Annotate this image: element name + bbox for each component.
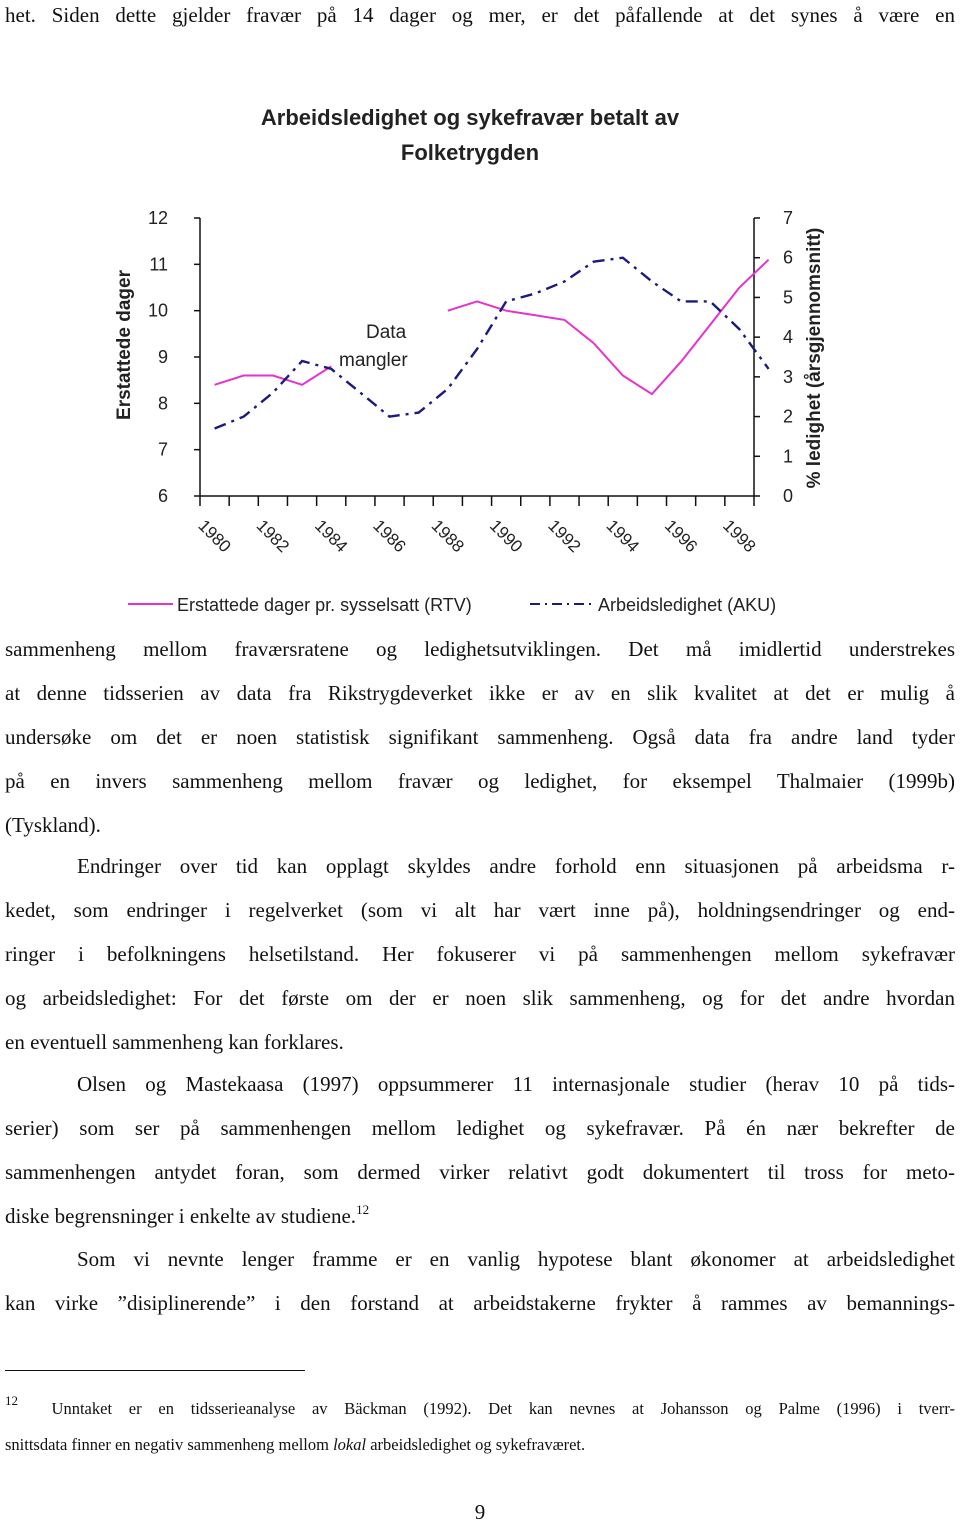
p2-line-3: ringer i befolkningens helsetilstand. Her fokuserer vi på sammenhengen mellom sykefravær xyxy=(5,942,955,966)
right-tick-label: 7 xyxy=(782,208,794,228)
right-tick-label: 1 xyxy=(782,446,794,467)
x-tick-label: 1982 xyxy=(252,516,293,557)
right-tick-label: 2 xyxy=(782,406,794,427)
p2-line-1: Endringer over tid kan opplagt skyldes andre forhold enn situasjonen på arbeidsma r- xyxy=(77,854,955,878)
footnote-rule xyxy=(5,1370,305,1371)
left-tick-label: 12 xyxy=(147,208,168,228)
right-tick-label: 5 xyxy=(782,287,794,308)
footnote-text-2a: snittsdata finner en negativ sammenheng mellom xyxy=(5,1435,334,1454)
p4-line-1: Som vi nevnte lenger framme er en vanlig hypotese blant økonomer at arbeidsledighet xyxy=(77,1247,955,1271)
left-ticks xyxy=(148,208,200,506)
p3-line-2: serier) som ser på sammenhengen mellom ledighet og sykefravær. På én nær bekrefter de xyxy=(5,1116,955,1140)
p1-line-2: at denne tidsserien av data fra Rikstrygdeverket ikke er av en slik kvalitet at det er mulig å xyxy=(5,681,955,705)
top-text-line: het. Siden dette gjelder fravær på 14 dager og mer, er det påfallende at det synes å være en xyxy=(5,3,955,27)
chart-title-line2: Folketrygden xyxy=(400,140,540,165)
rtv-line-segment xyxy=(215,366,332,385)
axes xyxy=(200,218,754,496)
x-tick-label: 1998 xyxy=(719,516,760,557)
p1-line-5: (Tyskland). xyxy=(5,813,101,837)
legend-label-rtv: Erstattede dager pr. sysselsatt (RTV) xyxy=(177,595,472,615)
right-tick-label: 0 xyxy=(782,486,794,506)
p4-line-2: kan virke ”disiplinerende” i den forstand at arbeidstakerne frykter å rammes av bemannings- xyxy=(5,1291,955,1315)
x-tick-label: 1980 xyxy=(194,516,235,557)
right-tick-label: 6 xyxy=(782,247,794,268)
p2-line-5: en eventuell sammenheng kan forklares. xyxy=(5,1030,344,1054)
x-tick-label: 1984 xyxy=(311,516,352,557)
page-number: 9 xyxy=(474,1500,486,1524)
left-tick-label: 10 xyxy=(147,300,168,321)
p3-line-1: Olsen og Mastekaasa (1997) oppsummerer 11 internasjonale studier (herav 10 på tids- xyxy=(77,1072,955,1096)
chart-title-line1: Arbeidsledighet og sykefravær betalt av xyxy=(260,105,680,130)
x-tick-label: 1988 xyxy=(427,516,468,557)
footnote-line-1 xyxy=(5,1393,956,1420)
left-tick-label: 7 xyxy=(157,439,168,460)
rtv-line-segment xyxy=(448,260,769,394)
x-tick-label: 1992 xyxy=(544,516,585,557)
footnote-ref: 12 xyxy=(356,1202,370,1217)
x-tick-label: 1994 xyxy=(602,516,643,557)
x-tick-label: 1990 xyxy=(485,516,527,557)
x-ticks xyxy=(194,496,759,556)
aku-line-segment xyxy=(215,258,769,429)
p2-line-4: og arbeidsledighet: For det første om der er noen slik sammenheng, og for det andre hvordan xyxy=(5,986,955,1010)
p1-line-3: undersøke om det er noen statistisk signifikant sammenheng. Også data fra andre land tyder xyxy=(5,725,955,749)
footnote-number: 12 xyxy=(5,1393,18,1408)
footnote-text-1: Unntaket er en tidsserieanalyse av Bäckman (1992). Det kan nevnes at Johansson og Palme (1996) i tverr- xyxy=(51,1399,956,1418)
p3-line-3: sammenhengen antydet foran, som dermed virker relativt godt dokumentert til tross for meto- xyxy=(5,1160,955,1184)
annotation-data: Data xyxy=(366,322,407,343)
chart xyxy=(0,90,960,625)
right-axis-title: % ledighet (årsgjennomsnitt) xyxy=(804,227,825,489)
footnote-text-2b: arbeidsledighet og sykefraværet. xyxy=(366,1435,586,1454)
right-tick-label: 3 xyxy=(782,366,794,387)
annotation-mangler: mangler xyxy=(339,350,408,371)
p1-line-4: på en invers sammenheng mellom fravær og ledighet, for eksempel Thalmaier (1999b) xyxy=(5,769,955,793)
p3-line-4-text: diske begrensninger i enkelte av studiene. xyxy=(5,1204,357,1228)
x-tick-label: 1986 xyxy=(369,516,410,557)
legend-label-aku: Arbeidsledighet (AKU) xyxy=(598,595,777,615)
p3-line-4 xyxy=(5,1203,955,1229)
left-tick-label: 9 xyxy=(157,347,168,367)
p1-line-1: sammenheng mellom fraværsratene og ledighetsutviklingen. Det må imidlertid understrekes xyxy=(5,637,955,661)
p2-line-2: kedet, som endringer i regelverket (som vi alt har vært inne på), holdningsendringer og end- xyxy=(5,898,955,922)
left-axis-title: Erstattede dager xyxy=(114,270,135,420)
series xyxy=(215,258,769,429)
left-tick-label: 8 xyxy=(157,393,168,414)
footnote-line-2 xyxy=(5,1434,955,1456)
left-tick-label: 6 xyxy=(157,486,168,506)
footnote-italic: lokal xyxy=(333,1435,367,1454)
right-tick-label: 4 xyxy=(782,327,794,348)
x-tick-label: 1996 xyxy=(660,516,702,557)
left-tick-label: 11 xyxy=(149,254,168,275)
